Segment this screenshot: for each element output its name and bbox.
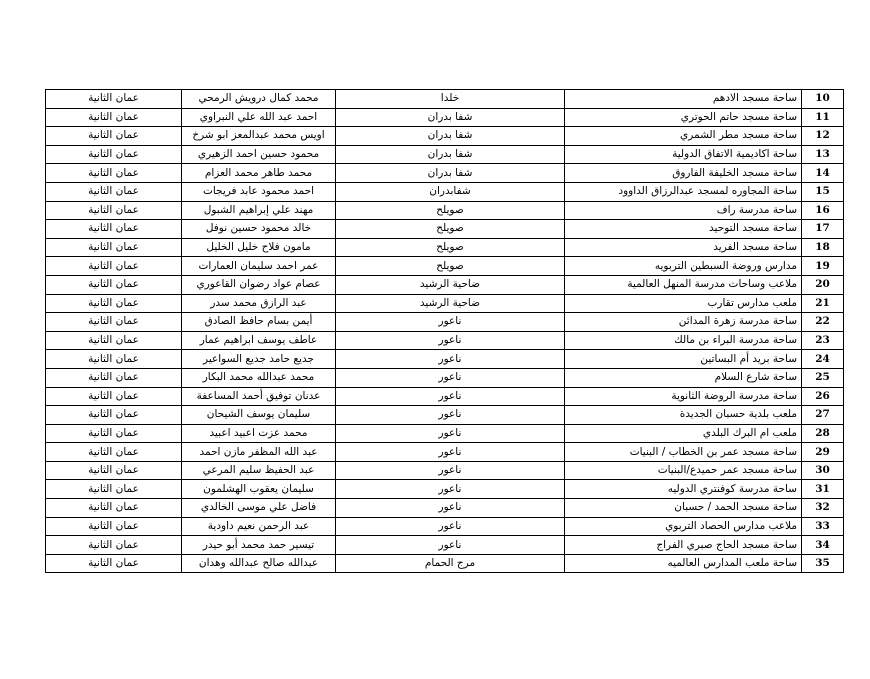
directorate-cell: عمان الثانية [46, 517, 182, 536]
area-cell: ناعور [336, 350, 565, 369]
table-row [46, 257, 844, 276]
directorate-cell: عمان الثانية [46, 294, 182, 313]
directorate-cell: عمان الثانية [46, 220, 182, 239]
site-cell: ملعب بلدية حسبان الجديدة [565, 406, 802, 425]
row-number-cell: 18 [802, 238, 844, 257]
row-number-cell: 20 [802, 275, 844, 294]
area-cell: مرج الحمام [336, 554, 565, 573]
directorate-cell: عمان الثانية [46, 275, 182, 294]
row-number-cell: 32 [802, 499, 844, 518]
directorate-cell: عمان الثانية [46, 480, 182, 499]
area-cell: صويلح [336, 238, 565, 257]
table-row [46, 517, 844, 536]
directorate-cell: عمان الثانية [46, 536, 182, 555]
area-cell: صويلح [336, 201, 565, 220]
directorate-cell: عمان الثانية [46, 164, 182, 183]
site-cell: ساحة مدرسة زهرة المدائن [565, 313, 802, 332]
area-cell: شفابدران [336, 182, 565, 201]
person-cell: سليمان يعقوب الهشلمون [182, 480, 336, 499]
table-row [46, 220, 844, 239]
directorate-cell: عمان الثانية [46, 145, 182, 164]
person-cell: مهند علي إبراهيم الشبول [182, 201, 336, 220]
table-row [46, 554, 844, 573]
table-row [46, 406, 844, 425]
person-cell: احمد عبد الله علي النبراوي [182, 108, 336, 127]
area-cell: ناعور [336, 517, 565, 536]
person-cell: محمود حسين احمد الزهيري [182, 145, 336, 164]
person-cell: خالد محمود حسين نوفل [182, 220, 336, 239]
table-row [46, 443, 844, 462]
table-row [46, 499, 844, 518]
directorate-cell: عمان الثانية [46, 443, 182, 462]
person-cell: عبد الحفيظ سليم المرعي [182, 461, 336, 480]
sites-table [45, 89, 844, 573]
site-cell: ساحة مسجد مطر الشمري [565, 127, 802, 146]
site-cell: ساحة مسجد عمر حميدع/البنيات [565, 461, 802, 480]
row-number-cell: 33 [802, 517, 844, 536]
directorate-cell: عمان الثانية [46, 499, 182, 518]
row-number-cell: 14 [802, 164, 844, 183]
person-cell: عبد الله المظفر مازن احمد [182, 443, 336, 462]
table-row [46, 461, 844, 480]
table-row [46, 387, 844, 406]
table-body [46, 90, 844, 573]
table-row [46, 350, 844, 369]
area-cell: ناعور [336, 499, 565, 518]
person-cell: عدنان توفيق أحمد المساعفة [182, 387, 336, 406]
person-cell: عمر احمد سليمان العمارات [182, 257, 336, 276]
table-row [46, 331, 844, 350]
site-cell: ملعب مدارس تقارب [565, 294, 802, 313]
directorate-cell: عمان الثانية [46, 406, 182, 425]
area-cell: ناعور [336, 313, 565, 332]
table-row [46, 238, 844, 257]
site-cell: ساحة مسجد الادهم [565, 90, 802, 109]
area-cell: ناعور [336, 331, 565, 350]
site-cell: ملاعب وساحات مدرسة المنهل العالمية [565, 275, 802, 294]
site-cell: ساحة مسجد الفريد [565, 238, 802, 257]
table-row [46, 313, 844, 332]
site-cell: ساحة مدرسة الروضة الثانوية [565, 387, 802, 406]
row-number-cell: 17 [802, 220, 844, 239]
person-cell: جديع حامد جديع السواعير [182, 350, 336, 369]
site-cell: ساحة بريد أم البساتين [565, 350, 802, 369]
row-number-cell: 34 [802, 536, 844, 555]
row-number-cell: 12 [802, 127, 844, 146]
table-row [46, 201, 844, 220]
site-cell: ساحة اكاديمية الاتفاق الدولية [565, 145, 802, 164]
row-number-cell: 15 [802, 182, 844, 201]
area-cell: ناعور [336, 406, 565, 425]
directorate-cell: عمان الثانية [46, 201, 182, 220]
area-cell: ناعور [336, 387, 565, 406]
person-cell: محمد عبدالله محمد البكار [182, 368, 336, 387]
site-cell: ساحة مسجد الحمد / حسبان [565, 499, 802, 518]
row-number-cell: 27 [802, 406, 844, 425]
area-cell: صويلح [336, 220, 565, 239]
area-cell: شفا بدران [336, 127, 565, 146]
row-number-cell: 28 [802, 424, 844, 443]
directorate-cell: عمان الثانية [46, 387, 182, 406]
row-number-cell: 13 [802, 145, 844, 164]
directorate-cell: عمان الثانية [46, 182, 182, 201]
area-cell: شفا بدران [336, 164, 565, 183]
row-number-cell: 29 [802, 443, 844, 462]
table-row [46, 424, 844, 443]
person-cell: فاضل علي موسى الخالدي [182, 499, 336, 518]
directorate-cell: عمان الثانية [46, 127, 182, 146]
table-row [46, 127, 844, 146]
site-cell: ساحة ملعب المدارس العالميه [565, 554, 802, 573]
table-row [46, 275, 844, 294]
table-row [46, 164, 844, 183]
directorate-cell: عمان الثانية [46, 350, 182, 369]
area-cell: ناعور [336, 368, 565, 387]
person-cell: عاطف يوسف ابراهيم عمار [182, 331, 336, 350]
row-number-cell: 21 [802, 294, 844, 313]
area-cell: ناعور [336, 443, 565, 462]
row-number-cell: 11 [802, 108, 844, 127]
table-row [46, 108, 844, 127]
site-cell: ساحة مسجد التوحيد [565, 220, 802, 239]
person-cell: عبد الرحمن نعيم داودية [182, 517, 336, 536]
directorate-cell: عمان الثانية [46, 331, 182, 350]
area-cell: شفا بدران [336, 108, 565, 127]
directorate-cell: عمان الثانية [46, 108, 182, 127]
area-cell: ضاحية الرشيد [336, 294, 565, 313]
person-cell: سليمان يوسف الشيحان [182, 406, 336, 425]
area-cell: خلدا [336, 90, 565, 109]
person-cell: محمد طاهر محمد العزام [182, 164, 336, 183]
directorate-cell: عمان الثانية [46, 238, 182, 257]
person-cell: عبدالله صالح عبدالله وهدان [182, 554, 336, 573]
site-cell: ساحة مدرسة كوفنتري الدوليه [565, 480, 802, 499]
area-cell: ناعور [336, 536, 565, 555]
area-cell: ناعور [336, 461, 565, 480]
row-number-cell: 31 [802, 480, 844, 499]
person-cell: محمد عزت اعبيد اعبيد [182, 424, 336, 443]
site-cell: ساحة مسجد حاتم الحوتري [565, 108, 802, 127]
site-cell: ساحة مسجد الحاج صبري الفراج [565, 536, 802, 555]
table-row [46, 536, 844, 555]
person-cell: محمد كمال درويش الرمحي [182, 90, 336, 109]
site-cell: ساحة شارع السلام [565, 368, 802, 387]
table-row [46, 145, 844, 164]
row-number-cell: 24 [802, 350, 844, 369]
directorate-cell: عمان الثانية [46, 368, 182, 387]
table-row [46, 480, 844, 499]
directorate-cell: عمان الثانية [46, 313, 182, 332]
table-row [46, 368, 844, 387]
row-number-cell: 30 [802, 461, 844, 480]
table-row [46, 90, 844, 109]
site-cell: ساحة مسجد عمر بن الخطاب / البنيات [565, 443, 802, 462]
row-number-cell: 23 [802, 331, 844, 350]
person-cell: عصام عواد رضوان القاعوري [182, 275, 336, 294]
site-cell: مدارس وروضة السبطين التربويه [565, 257, 802, 276]
site-cell: ملاعب مدارس الحصاد التربوي [565, 517, 802, 536]
directorate-cell: عمان الثانية [46, 257, 182, 276]
person-cell: احمد محمود عابد فريجات [182, 182, 336, 201]
table-row [46, 294, 844, 313]
site-cell: ساحة مدرسة راف [565, 201, 802, 220]
row-number-cell: 19 [802, 257, 844, 276]
row-number-cell: 10 [802, 90, 844, 109]
row-number-cell: 35 [802, 554, 844, 573]
area-cell: صويلح [336, 257, 565, 276]
person-cell: تيسير حمد محمد أبو حيدر [182, 536, 336, 555]
row-number-cell: 25 [802, 368, 844, 387]
row-number-cell: 26 [802, 387, 844, 406]
area-cell: شفا بدران [336, 145, 565, 164]
directorate-cell: عمان الثانية [46, 424, 182, 443]
site-cell: ساحة المجاوره لمسجد عبدالرزاق الداوود [565, 182, 802, 201]
site-cell: ملعب ام البرك البلدي [565, 424, 802, 443]
person-cell: أيمن بسام حافظ الصادق [182, 313, 336, 332]
area-cell: ناعور [336, 480, 565, 499]
person-cell: اويس محمد عبدالمعز ابو شرخ [182, 127, 336, 146]
site-cell: ساحة مسجد الخليفة الفاروق [565, 164, 802, 183]
directorate-cell: عمان الثانية [46, 461, 182, 480]
site-cell: ساحة مدرسة البراء بن مالك [565, 331, 802, 350]
row-number-cell: 16 [802, 201, 844, 220]
row-number-cell: 22 [802, 313, 844, 332]
area-cell: ضاحية الرشيد [336, 275, 565, 294]
area-cell: ناعور [336, 424, 565, 443]
directorate-cell: عمان الثانية [46, 554, 182, 573]
person-cell: عبد الرازق محمد سدر [182, 294, 336, 313]
table-row [46, 182, 844, 201]
directorate-cell: عمان الثانية [46, 90, 182, 109]
person-cell: مامون فلاح خليل الخليل [182, 238, 336, 257]
